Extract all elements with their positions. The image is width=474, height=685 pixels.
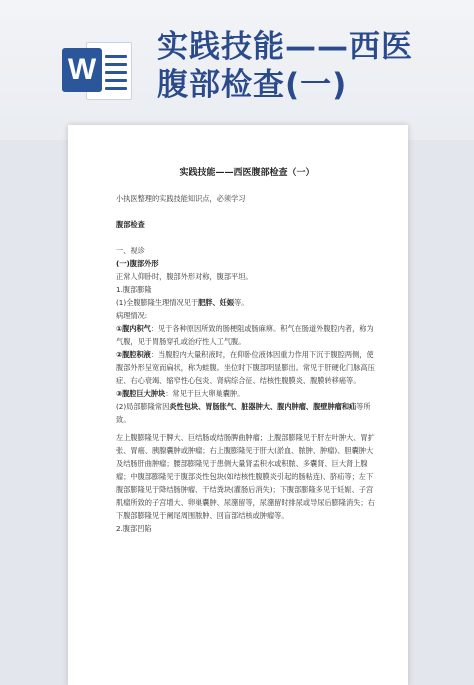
- subsection-heading: 一、视诊: [116, 246, 145, 255]
- word-logo-badge: W: [62, 48, 102, 92]
- item-1-text: (1)全腹膨隆生理情况见于肥胖、妊娠等。: [116, 298, 249, 307]
- banner-title: [157, 28, 413, 104]
- document-title: 实践技能——西医腹部检查（一）: [179, 168, 315, 178]
- subsection-a-heading: (一)腹部外形: [116, 259, 159, 268]
- subsection-a-text: 正常人仰卧时，腹部外形对称，腹部平坦。: [116, 272, 253, 281]
- banner-title-line1: 实践技能——西医: [157, 29, 413, 65]
- document-page: [68, 125, 408, 685]
- distribution-text: 左上腹膨隆见于脾大、巨结肠或结肠脾曲肿瘤；上腹部膨隆见于肝左叶肿大、胃扩张、胃癌、胰腺囊肿或肿瘤；右上腹膨隆见于肝大(淤血、脓肿、肿瘤)、胆囊肿大及结肠肝曲肿瘤；腰部膨隆见于患侧大量肾盂积水或积脓、多囊肾、巨大肾上腺瘤；中腹部膨隆见于腹部炎性包块(如结核性腹膜炎引起的肠粘连)、脐疝等；左下腹部膨隆见于降结肠肿瘤、干结粪块(灌肠后消失)；下腹部膨隆多见于妊娠、子宫肌瘤所致的子宫增大、卵巢囊肿、尿潴留等，尿潴留时排尿或导尿后膨隆消失；右下腹部膨隆见于阑尾周围脓肿、回盲部结核或肿瘤等。: [116, 433, 375, 520]
- section-heading: 腹部检查: [116, 220, 145, 229]
- pathology-2: ②腹腔积液：当腹腔内大量积液时，在仰卧位液体因重力作用下沉于腹腔两侧，使腹部外形呈宽而扁状，称为蛙腹。坐位时下腹部明显膨出。常见于肝硬化门脉高压症、右心衰竭、缩窄性心包炎、肾病综合征、结核性腹膜炎、腹膜转移癌等。: [116, 350, 375, 385]
- banner-title-line2: 腹部检查(一): [157, 67, 348, 103]
- intro-text: 小执医整理的实践技能知识点，必须学习: [116, 194, 246, 203]
- banner: [0, 0, 474, 140]
- item-heading-2: 2.腹部凹陷: [116, 524, 152, 533]
- item-2-text: (2)局部膨隆常因炎性包块、胃肠胀气、脏器肿大、腹内肿瘤、腹壁肿瘤和疝等所致。: [116, 402, 371, 424]
- item-heading: 1.腹部膨隆: [116, 285, 152, 294]
- word-document-icon: [60, 38, 132, 102]
- pathology-label: 病理情况:: [116, 311, 148, 320]
- pathology-1: ①腹内积气：见于各种原因所致的肠梗阻或肠麻痹。积气在肠道外腹腔内者，称为气腹，见于胃肠穿孔或治疗性人工气腹。: [116, 324, 374, 346]
- pathology-3: ③腹腔巨大肿块：常见于巨大卵巢囊肿。: [116, 389, 245, 398]
- document-body: [116, 165, 378, 535]
